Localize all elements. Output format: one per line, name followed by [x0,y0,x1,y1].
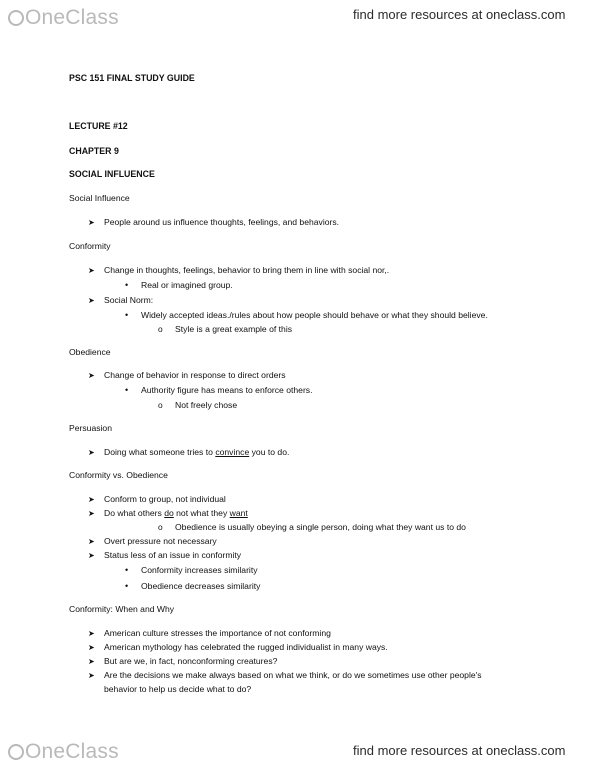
text-span: Doing what someone tries to [104,447,216,457]
chapter-heading: CHAPTER 9 [69,146,119,156]
arrow-bullet-icon: ➤ [88,296,95,305]
logo-text: OneClass [25,6,119,29]
arrow-bullet-icon: ➤ [88,371,95,380]
text-span: Do what others [104,508,165,518]
arrow-bullet-icon: ➤ [88,657,95,666]
header-resources-link[interactable]: find more resources at oneclass.com [353,7,566,22]
dot-bullet-icon: • [125,280,129,290]
underlined-word: convince [215,447,250,457]
list-item [104,508,248,519]
list-item: Real or imagined group. [141,280,233,290]
arrow-bullet-icon: ➤ [88,671,95,680]
conf-vs-obed-heading: Conformity vs. Obedience [69,470,168,480]
list-item: Change in thoughts, feelings, behavior to bring them in line with social nor,. [104,265,390,275]
text-span: you to do. [249,447,290,457]
list-item [104,447,289,458]
list-item: Obedience decreases similarity [141,581,261,591]
list-item: Overt pressure not necessary [104,536,217,546]
list-item: Not freely chose [175,400,238,410]
arrow-bullet-icon: ➤ [88,448,95,457]
logo-ring-icon [8,744,24,760]
underlined-word: do [164,508,174,518]
obedience-heading: Obedience [69,347,111,357]
list-item: Conformity increases similarity [141,565,258,575]
list-item: American culture stresses the importance of not conforming [104,628,331,638]
oneclass-logo [8,740,119,764]
list-item: Widely accepted ideas./rules about how people should behave or what they should believe. [141,310,488,320]
circle-bullet-icon: o [158,400,163,410]
underlined-word: want [229,508,248,518]
arrow-bullet-icon: ➤ [88,509,95,518]
dot-bullet-icon: • [125,565,129,575]
list-item: Obedience is usually obeying a single person, doing what they want us to do [175,522,466,532]
conformity-heading: Conformity [69,241,111,251]
list-item: Conform to group, not individual [104,494,226,504]
footer-resources-link[interactable]: find more resources at oneclass.com [353,743,566,758]
lecture-heading: LECTURE #12 [69,121,128,131]
social-influence-heading: Social Influence [69,193,130,203]
list-item: American mythology has celebrated the rugged individualist in many ways. [104,642,388,652]
circle-bullet-icon: o [158,522,163,532]
arrow-bullet-icon: ➤ [88,218,95,227]
arrow-bullet-icon: ➤ [88,266,95,275]
persuasion-heading: Persuasion [69,423,112,433]
list-item: But are we, in fact, nonconforming creatures? [104,656,278,666]
list-item: Authority figure has means to enforce others. [141,385,313,395]
logo-text: OneClass [25,740,119,763]
arrow-bullet-icon: ➤ [88,537,95,546]
arrow-bullet-icon: ➤ [88,643,95,652]
logo-ring-icon [8,10,24,26]
when-why-heading: Conformity: When and Why [69,604,175,614]
list-item: Are the decisions we make always based on what we think, or do we sometimes use other people's [104,670,482,680]
text-span: not what they [173,508,230,518]
doc-title: PSC 151 FINAL STUDY GUIDE [69,73,195,83]
list-item: Social Norm: [104,295,154,305]
section-heading: SOCIAL INFLUENCE [69,169,155,179]
circle-bullet-icon: o [158,324,163,334]
list-item-continuation: behavior to help us decide what to do? [104,684,252,694]
arrow-bullet-icon: ➤ [88,629,95,638]
dot-bullet-icon: • [125,310,129,320]
list-item: Status less of an issue in conformity [104,550,242,560]
list-item: People around us influence thoughts, feelings, and behaviors. [104,217,340,227]
list-item: Style is a great example of this [175,324,293,334]
oneclass-logo [8,6,119,30]
list-item: Change of behavior in response to direct orders [104,370,286,380]
arrow-bullet-icon: ➤ [88,495,95,504]
dot-bullet-icon: • [125,581,129,591]
dot-bullet-icon: • [125,385,129,395]
arrow-bullet-icon: ➤ [88,551,95,560]
